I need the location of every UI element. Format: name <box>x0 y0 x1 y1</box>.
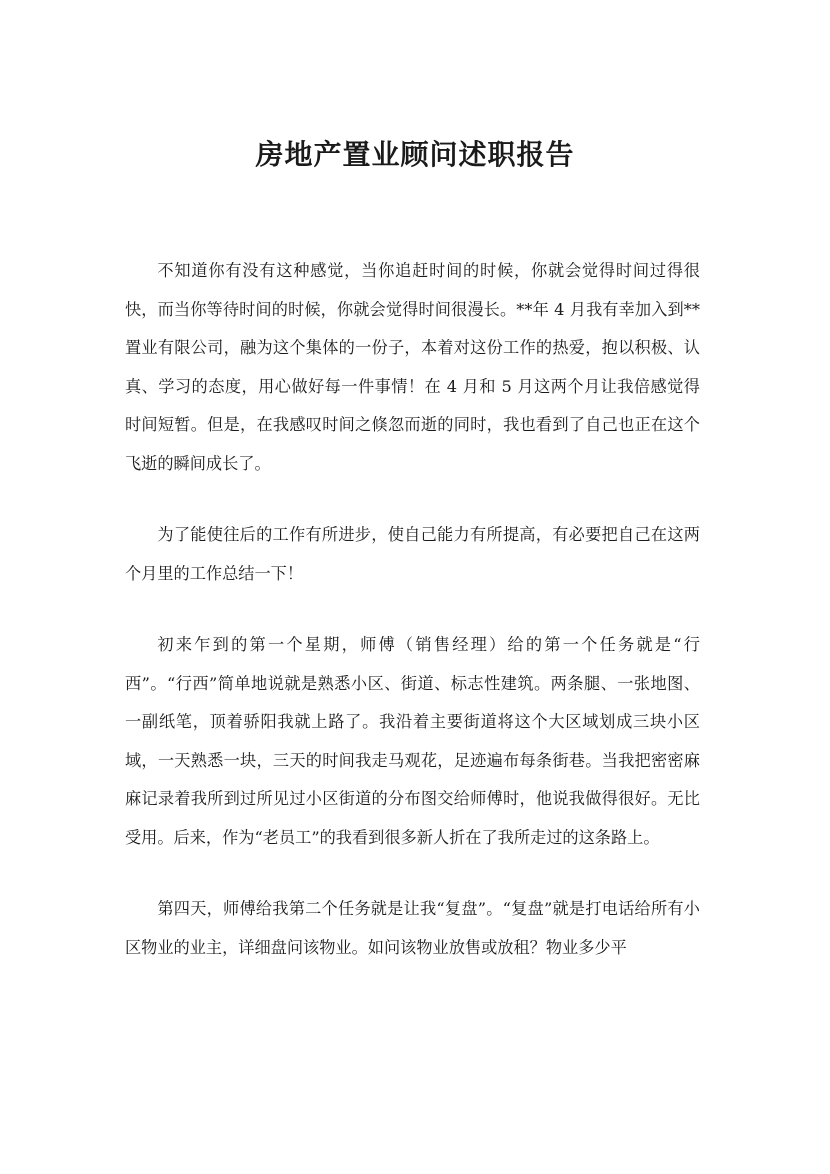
paragraph: 为了能使往后的工作有所进步，使自己能力有所提高，有必要把自己在这两个月里的工作总结一下！ <box>125 525 700 583</box>
paragraph: 不知道你有没有这种感觉，当你追赶时间的时候，你就会觉得时间过得很快，而当你等待时间的时候，你就会觉得时间很漫长。**年 4 月我有幸加入到**置业有限公司，融为这个集体的一份子，本着对这份工作的热爱，抱以积极、认真、学习的态度，用心做好每一件事情！在 4 月和 5 月这两个月让我倍感觉得时间短暂。但是，在我感叹时间之倏忽而逝的同时，我也看到了自己也正在这个飞逝的瞬间成长了。 <box>125 261 700 473</box>
paragraph: 初来乍到的第一个星期，师傅（销售经理）给的第一个任务就是“行西”。“行西”简单地说就是熟悉小区、街道、标志性建筑。两条腿、一张地图、一副纸笔，顶着骄阳我就上路了。我沿着主要街道将这个大区域划成三块小区域，一天熟悉一块，三天的时间我走马观花，足迹遍布每条街巷。当我把密密麻麻记录着我所到过所见过小区街道的分布图交给师傅时，他说我做得很好。无比受用。后来，作为“老员工”的我看到很多新人折在了我所走过的这条路上。 <box>125 635 700 847</box>
document-body <box>125 252 700 1000</box>
paragraph: 第四天，师傅给我第二个任务就是让我“复盘”。“复盘”就是打电话给所有小区物业的业主，详细盘问该物业。如问该物业放售或放租？物业多少平 <box>125 899 700 957</box>
document-title: 房地产置业顾问述职报告 <box>255 137 575 171</box>
